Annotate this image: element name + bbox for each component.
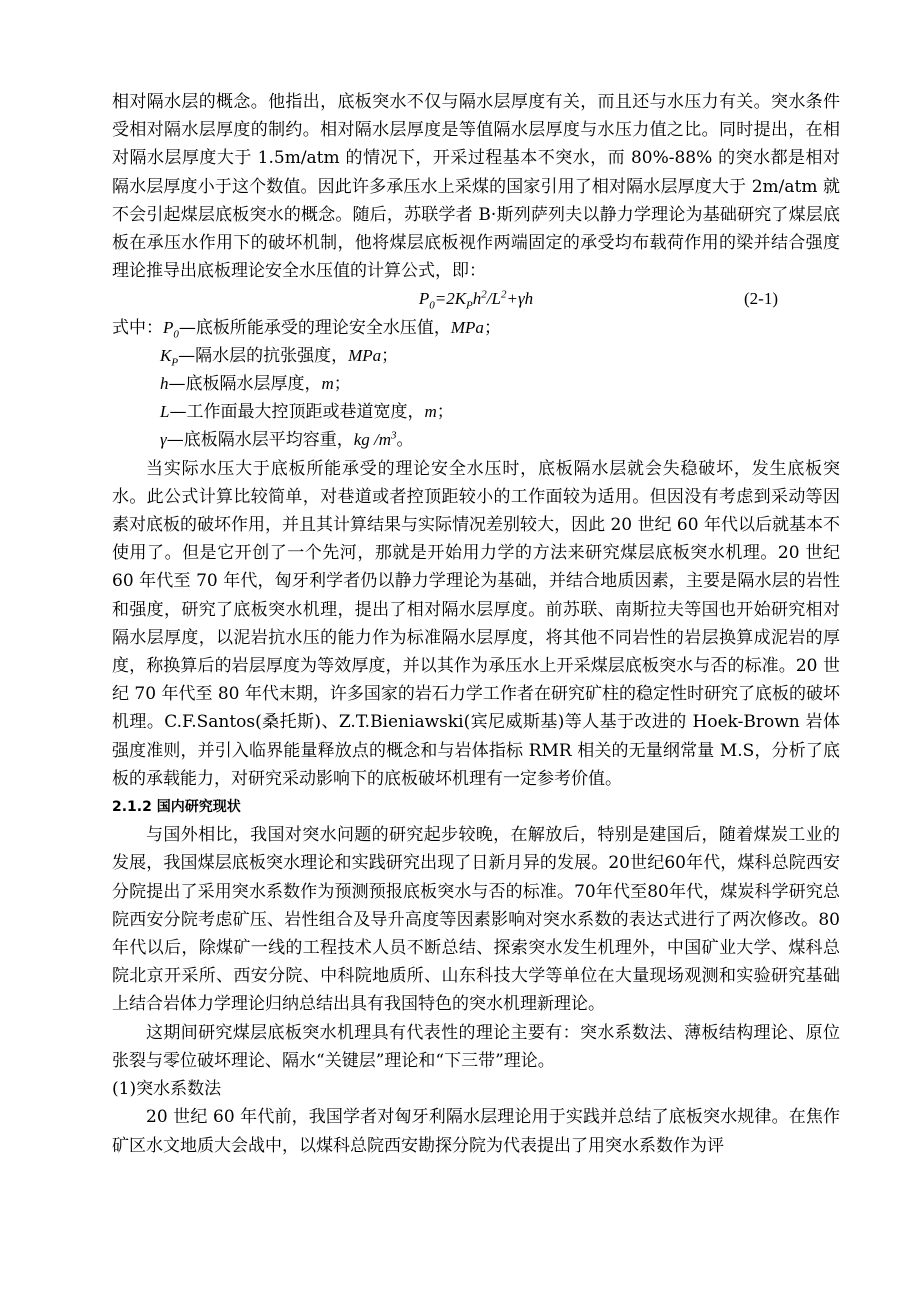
formula-expression: $P_0=2K_Ph^2/L^2+\gamma h$ — [418, 288, 534, 312]
variable-definitions — [112, 314, 840, 455]
variable-definition: h—底板隔水层厚度，m； — [160, 374, 351, 395]
paragraph-water-inrush-coefficient: 20 世纪 60 年代前，我国学者对匈牙利隔水层理论用于实践并总结了底板突水规律。在焦作矿区水文地质大会战中，以煤科总院西安勘探分院为代表提出了用突水系数作为评 — [112, 1107, 840, 1156]
paragraph-domestic-research: 与国外相比，我国对突水问题的研究起步较晚，在解放后，特别是建国后，随着煤炭工业的发展，我国煤层底板突水理论和实践研究出现了日新月异的发展。20世纪60年代，煤科总院西安分院提出了采用突水系数作为预测预报底板突水与否的标准。70年代至80年代，煤炭科学研究总院西安分院考虑矿压、岩性组合及导升高度等因素影响对突水系数的表达式进行了两次修改。80年代以后，除煤矿一线的工程技术人员不断总结、探索突水发生机理外，中国矿业大学、煤科总院北京开采所、西安分院、中科院地质所、山东科技大学等单位在大量现场观测和实验研究基础上结合岩体力学理论归纳总结出具有我国特色的突水机理新理论。 — [112, 825, 840, 1015]
variable-definition: $K_P—$隔水层的抗张强度，MPa； — [160, 345, 399, 369]
variable-definition: 式中：$P_0—$底板所能承受的理论安全水压值，MPa； — [112, 317, 501, 340]
variable-definition: γ—底板隔水层平均容重，kg $/m^3$。 — [160, 429, 414, 451]
formula-2-1 — [112, 285, 840, 313]
section-heading: 2.1.2 国内研究现状 — [112, 799, 241, 816]
variable-definition: L—工作面最大控顶距或巷道宽度，m； — [160, 402, 454, 423]
formula-number: (2-1) — [744, 289, 778, 309]
paragraph-relative-aquiclude: 相对隔水层的概念。他指出，底板突水不仅与隔水层厚度有关，而且还与水压力有关。突水条件受相对隔水层厚度的制约。相对隔水层厚度是等值隔水层厚度与水压力值之比。同时提出，在相对隔水层厚度大于 1.5m/atm 的情况下，开采过程基本不突水，而 80%-88% 的突水都是相对隔水层厚度小于这个数值。因此许多承压水上采煤的国家引用了相对隔水层厚度大于 2m/atm 就不会引起煤层底板突水的概念。随后，苏联学者 B·斯列萨列夫以静力学理论为基础研究了煤层底板在承压水作用下的破坏机制，他将煤层底板视作两端固定的承受均布载荷作用的梁并结合强度理论推导出底板理论安全水压值的计算公式，即： — [112, 92, 840, 282]
paragraph-formula-discussion: 当实际水压大于底板所能承受的理论安全水压时，底板隔水层就会失稳破坏，发生底板突水。此公式计算比较简单，对巷道或者控顶距较小的工作面较为适用。但因没有考虑到采动等因素对底板的破坏作用，并且其计算结果与实际情况差别较大，因此 20 世纪 60 年代以后就基本不使用了。但是它开创了一个先河，那就是开始用力学的方法来研究煤层底板突水机理。20 世纪 60 年代至 70 年代，匈牙利学者仍以静力学理论为基础，并结合地质因素，主要是隔水层的岩性和强度，研究了底板突水机理，提出了相对隔水层厚度。前苏联、南斯拉夫等国也开始研究相对隔水层厚度，以泥岩抗水压的能力作为标准隔水层厚度，将其他不同岩性的岩层换算成泥岩的厚度，称换算后的岩层厚度为等效厚度，并以其作为承压水上开采煤层底板突水与否的标准。20 世纪 70 年代至 80 年代末期，许多国家的岩石力学工作者在研究矿柱的稳定性时研究了底板的破坏机理。C.F.Santos(桑托斯)、Z.T.Bieniawski(宾尼威斯基)等人基于改进的 Hoek-Brown 岩体强度准则，并引入临界能量释放点的概念和与岩体指标 RMR 相关的无量纲常量 M.S，分析了底板的承载能力，对研究采动影响下的底板破坏机理有一定参考价值。 — [112, 458, 840, 789]
subsection-heading: (1)突水系数法 — [112, 1079, 222, 1100]
paragraph-representative-theories: 这期间研究煤层底板突水机理具有代表性的理论主要有：突水系数法、薄板结构理论、原位张裂与零位破坏理论、隔水“关键层”理论和“下三带”理论。 — [112, 1022, 840, 1071]
